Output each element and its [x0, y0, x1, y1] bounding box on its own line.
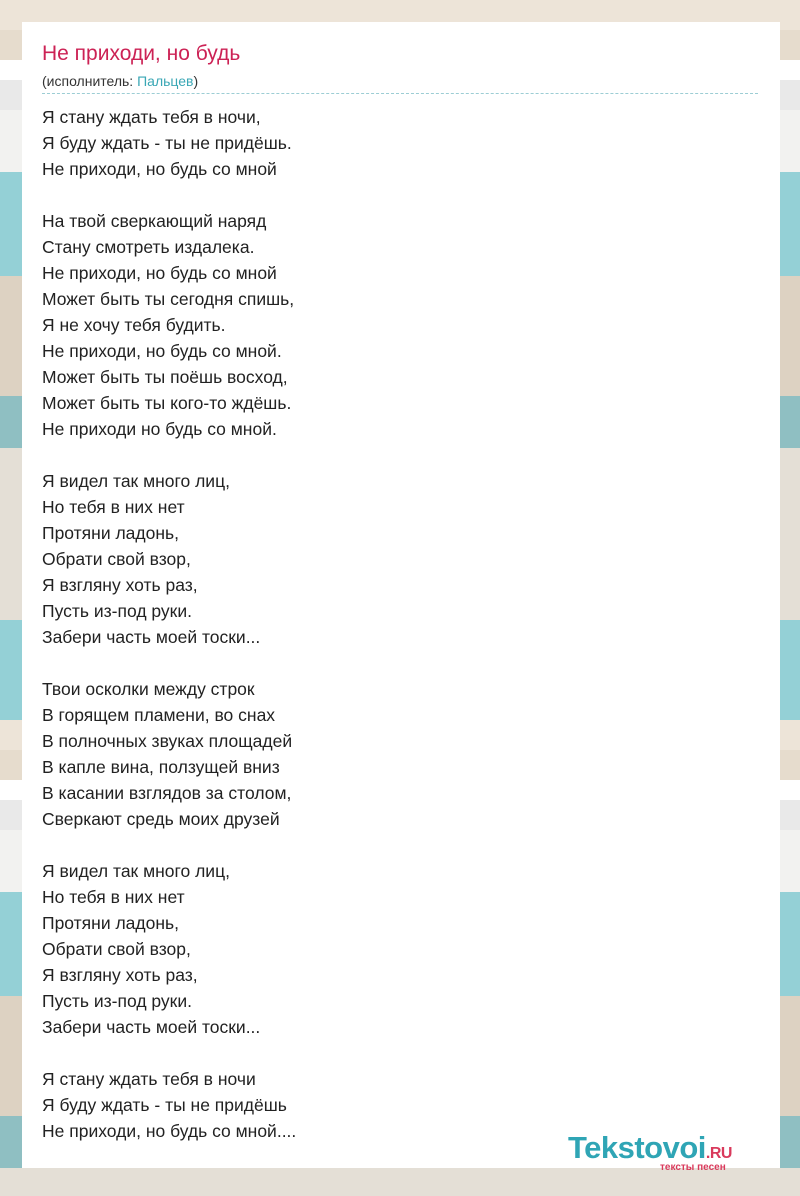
stanza-break — [42, 182, 296, 208]
lyric-line: Протяни ладонь, — [42, 523, 179, 543]
lyric-line: Я не хочу тебя будить. — [42, 315, 226, 335]
lyric-line: Не приходи но будь со мной. — [42, 419, 277, 439]
lyric-line: Но тебя в них нет — [42, 887, 185, 907]
lyric-line: Стану смотреть издалека. — [42, 237, 255, 257]
lyric-line: В касании взглядов за столом, — [42, 783, 292, 803]
lyric-line: Я стану ждать тебя в ночи — [42, 1069, 256, 1089]
lyric-line: Твои осколки между строк — [42, 679, 255, 699]
byline-prefix: (исполнитель: — [42, 73, 138, 89]
artist-byline — [42, 73, 198, 89]
lyric-line: Я взгляну хоть раз, — [42, 965, 198, 985]
lyric-line: Сверкают средь моих друзей — [42, 809, 280, 829]
lyric-line: Может быть ты поёшь восход, — [42, 367, 288, 387]
artist-link[interactable]: Пальцев — [137, 73, 194, 89]
lyric-line: Обрати свой взор, — [42, 939, 191, 959]
stanza-break — [42, 442, 296, 468]
lyric-line: Пусть из-под руки. — [42, 601, 192, 621]
lyric-line: Может быть ты кого-то ждёшь. — [42, 393, 292, 413]
lyric-line: Я буду ждать - ты не придёшь — [42, 1095, 287, 1115]
lyric-line: В капле вина, ползущей вниз — [42, 757, 280, 777]
lyric-line: Обрати свой взор, — [42, 549, 191, 569]
dashed-divider — [42, 93, 758, 94]
lyric-line: Я взгляну хоть раз, — [42, 575, 198, 595]
stanza-break — [42, 832, 296, 858]
lyric-line: Не приходи, но будь со мной. — [42, 341, 282, 361]
lyric-line: Забери часть моей тоски... — [42, 1017, 261, 1037]
song-title: Не приходи, но будь — [42, 42, 241, 65]
stanza-break — [42, 1040, 296, 1066]
logo-tagline: тексты песен — [660, 1162, 726, 1173]
lyric-line: Протяни ладонь, — [42, 913, 179, 933]
lyric-line: Может быть ты сегодня спишь, — [42, 289, 295, 309]
lyric-line: Я видел так много лиц, — [42, 471, 230, 491]
lyric-line: Я видел так много лиц, — [42, 861, 230, 881]
lyrics-card — [22, 22, 780, 1168]
lyric-line: В горящем пламени, во снах — [42, 705, 276, 725]
lyric-line: Но тебя в них нет — [42, 497, 185, 517]
lyrics-text — [42, 104, 296, 1144]
byline-suffix: ) — [193, 73, 199, 89]
lyric-line: Не приходи, но будь со мной — [42, 159, 277, 179]
stanza-break — [42, 650, 296, 676]
lyric-line: Пусть из-под руки. — [42, 991, 192, 1011]
logo-tld: .RU — [705, 1145, 732, 1162]
lyric-line: Я стану ждать тебя в ночи, — [42, 107, 261, 127]
lyric-line: На твой сверкающий наряд — [42, 211, 267, 231]
lyric-line: В полночных звуках площадей — [42, 731, 293, 751]
lyric-line: Не приходи, но будь со мной — [42, 263, 277, 283]
logo-name: Tekstovoi — [568, 1130, 706, 1165]
site-logo[interactable] — [568, 1130, 732, 1166]
lyric-line: Забери часть моей тоски... — [42, 627, 261, 647]
lyric-line: Не приходи, но будь со мной.... — [42, 1121, 297, 1141]
lyric-line: Я буду ждать - ты не придёшь. — [42, 133, 292, 153]
